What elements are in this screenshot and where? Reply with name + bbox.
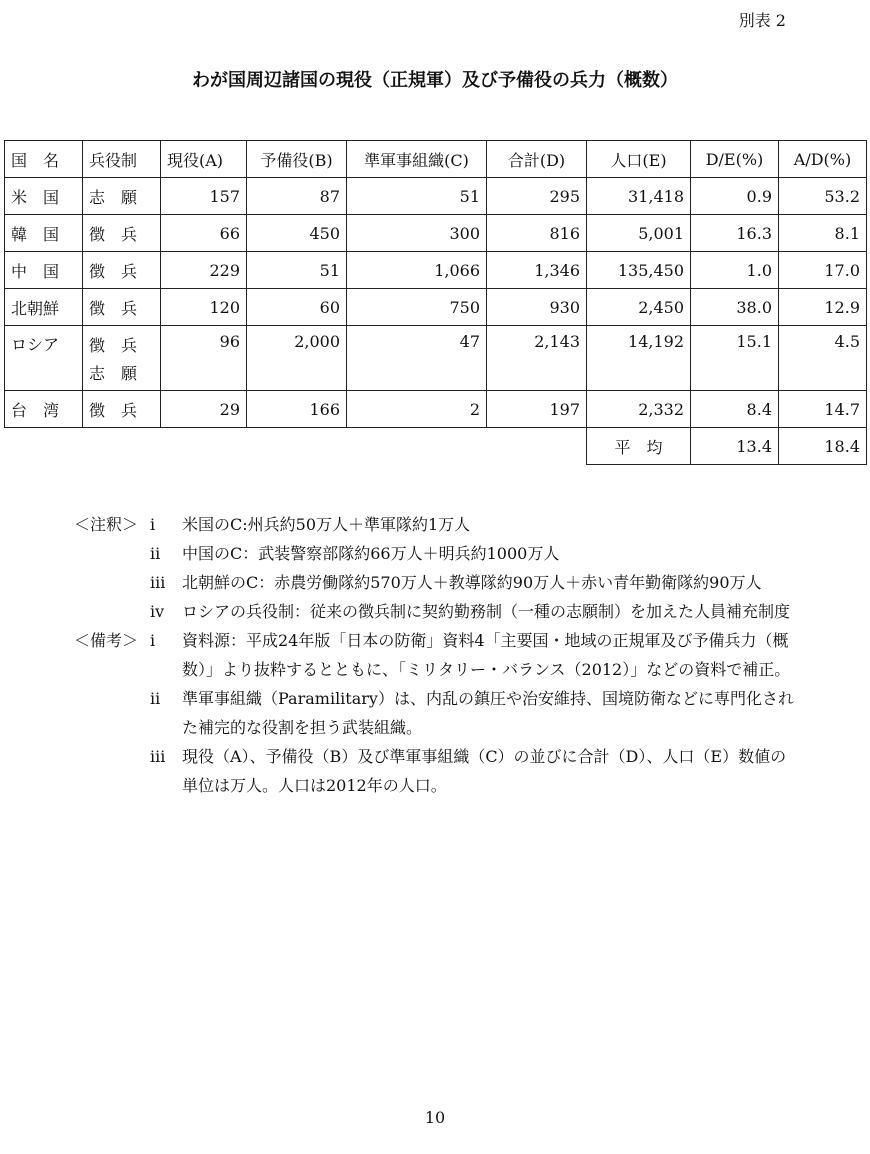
paramilitary-cell: 1,066 — [347, 252, 487, 289]
paramilitary-cell: 51 — [347, 178, 487, 215]
page-number: 10 — [424, 1108, 446, 1127]
annotation-item — [74, 539, 794, 568]
service-system-value: 徴 兵 — [89, 336, 138, 355]
active-cell: 120 — [161, 289, 247, 326]
reserve-cell: 60 — [247, 289, 347, 326]
table-row — [5, 326, 867, 391]
remark-text: 現役（A）、予備役（B）及び準軍事組織（C）の並びに合計（D）、人口（E）数値の単位は万人。人口は2012年の人口。 — [182, 747, 787, 795]
header-a-over-d: A/D(%) — [779, 141, 867, 178]
header-reserve: 予備役(B) — [247, 141, 347, 178]
reserve-cell: 2,000 — [247, 326, 347, 391]
notes-section — [74, 510, 794, 800]
remark-numeral: ii — [150, 689, 161, 708]
reserve-cell: 450 — [247, 215, 347, 252]
header-country: 国 名 — [5, 141, 83, 178]
annotation-numeral: iv — [150, 602, 165, 621]
table-row — [5, 391, 867, 428]
table-header-row — [5, 141, 867, 178]
total-cell: 816 — [487, 215, 587, 252]
population-cell: 2,450 — [587, 289, 691, 326]
average-a-over-d: 18.4 — [779, 428, 867, 465]
header-total: 合計(D) — [487, 141, 587, 178]
active-cell: 96 — [161, 326, 247, 391]
reserve-cell: 87 — [247, 178, 347, 215]
d-over-e-cell: 15.1 — [691, 326, 779, 391]
average-label: 平 均 — [587, 428, 691, 465]
a-over-d-cell: 17.0 — [779, 252, 867, 289]
annotation-text: 北朝鮮のC：赤農労働隊約570万人＋教導隊約90万人＋赤い青年勤衛隊約90万人 — [182, 573, 762, 592]
annotation-label: ＜注釈＞ — [74, 515, 139, 534]
a-over-d-cell: 14.7 — [779, 391, 867, 428]
annotation-text: ロシアの兵役制：従来の徴兵制に契約勤務制（一種の志願制）を加えた人員補充制度 — [182, 602, 791, 621]
remark-item — [74, 626, 794, 684]
population-cell: 14,192 — [587, 326, 691, 391]
average-d-over-e: 13.4 — [691, 428, 779, 465]
active-cell: 66 — [161, 215, 247, 252]
d-over-e-cell: 38.0 — [691, 289, 779, 326]
country-cell: 北朝鮮 — [5, 289, 83, 326]
a-over-d-cell: 12.9 — [779, 289, 867, 326]
service-system-cell — [83, 326, 161, 391]
annotation-item — [74, 568, 794, 597]
paramilitary-cell: 47 — [347, 326, 487, 391]
annotation-numeral: i — [150, 515, 156, 534]
table-row — [5, 289, 867, 326]
header-paramilitary: 準軍事組織(C) — [347, 141, 487, 178]
forces-table — [4, 140, 867, 465]
remark-label: ＜備考＞ — [74, 631, 139, 650]
total-cell: 2,143 — [487, 326, 587, 391]
population-cell: 5,001 — [587, 215, 691, 252]
table-row — [5, 178, 867, 215]
annotation-item — [74, 597, 794, 626]
paramilitary-cell: 2 — [347, 391, 487, 428]
service-system-value: 志 願 — [89, 187, 138, 207]
header-service-system: 兵役制 — [83, 141, 161, 178]
remark-item — [74, 684, 794, 742]
remark-item — [74, 742, 794, 800]
d-over-e-cell: 1.0 — [691, 252, 779, 289]
average-row — [5, 428, 867, 465]
service-system-cell — [83, 289, 161, 326]
service-system-cell — [83, 215, 161, 252]
remark-numeral: i — [150, 631, 156, 650]
active-cell: 29 — [161, 391, 247, 428]
a-over-d-cell: 4.5 — [779, 326, 867, 391]
service-system-value: 徴 兵 — [89, 400, 138, 420]
country-cell: 韓 国 — [5, 215, 83, 252]
total-cell: 930 — [487, 289, 587, 326]
active-cell: 157 — [161, 178, 247, 215]
page-title: わが国周辺諸国の現役（正規軍）及び予備役の兵力（概数） — [192, 70, 678, 91]
country-cell: 台 湾 — [5, 391, 83, 428]
annotation-text: 米国のC:州兵約50万人＋準軍隊約1万人 — [182, 515, 471, 534]
paramilitary-cell: 750 — [347, 289, 487, 326]
annotations-list — [74, 510, 794, 626]
service-system-cell — [83, 391, 161, 428]
country-cell: 中 国 — [5, 252, 83, 289]
total-cell: 1,346 — [487, 252, 587, 289]
service-system-value: 徴 兵 — [89, 298, 138, 318]
service-system-value: 徴 兵 — [89, 224, 138, 244]
annotation-numeral: ii — [150, 544, 161, 563]
d-over-e-cell: 8.4 — [691, 391, 779, 428]
population-cell: 31,418 — [587, 178, 691, 215]
a-over-d-cell: 8.1 — [779, 215, 867, 252]
total-cell: 197 — [487, 391, 587, 428]
a-over-d-cell: 53.2 — [779, 178, 867, 215]
country-cell: ロシア — [5, 326, 83, 391]
average-row-spacer — [5, 428, 587, 465]
d-over-e-cell: 0.9 — [691, 178, 779, 215]
total-cell: 295 — [487, 178, 587, 215]
reserve-cell: 166 — [247, 391, 347, 428]
remark-text: 準軍事組織（Paramilitary）は、内乱の鎮圧や治安維持、国境防衛などに専門化された補完的な役割を担う武装組織。 — [182, 689, 794, 737]
remarks-list — [74, 626, 794, 800]
annotation-numeral: iii — [150, 573, 166, 592]
paramilitary-cell: 300 — [347, 215, 487, 252]
service-system-cell — [83, 252, 161, 289]
remark-numeral: iii — [150, 747, 166, 766]
annotation-item — [74, 510, 794, 539]
service-system-cell — [83, 178, 161, 215]
reserve-cell: 51 — [247, 252, 347, 289]
header-active: 現役(A) — [161, 141, 247, 178]
active-cell: 229 — [161, 252, 247, 289]
remark-text: 資料源：平成24年版「日本の防衛」資料4「主要国・地域の正規軍及び予備兵力（概数）」より抜粋するとともに、「ミリタリー・バランス（2012）」などの資料で補正。 — [182, 631, 791, 679]
header-d-over-e: D/E(%) — [691, 141, 779, 178]
header-population: 人口(E) — [587, 141, 691, 178]
table-row — [5, 215, 867, 252]
table-row — [5, 252, 867, 289]
service-system-value: 徴 兵 — [89, 261, 138, 281]
annotation-text: 中国のC：武装警察部隊約66万人＋明兵約1000万人 — [182, 544, 560, 563]
appendix-label: 別表 2 — [738, 11, 786, 30]
population-cell: 2,332 — [587, 391, 691, 428]
country-cell: 米 国 — [5, 178, 83, 215]
d-over-e-cell: 16.3 — [691, 215, 779, 252]
service-system-value: 志 願 — [89, 364, 138, 383]
population-cell: 135,450 — [587, 252, 691, 289]
